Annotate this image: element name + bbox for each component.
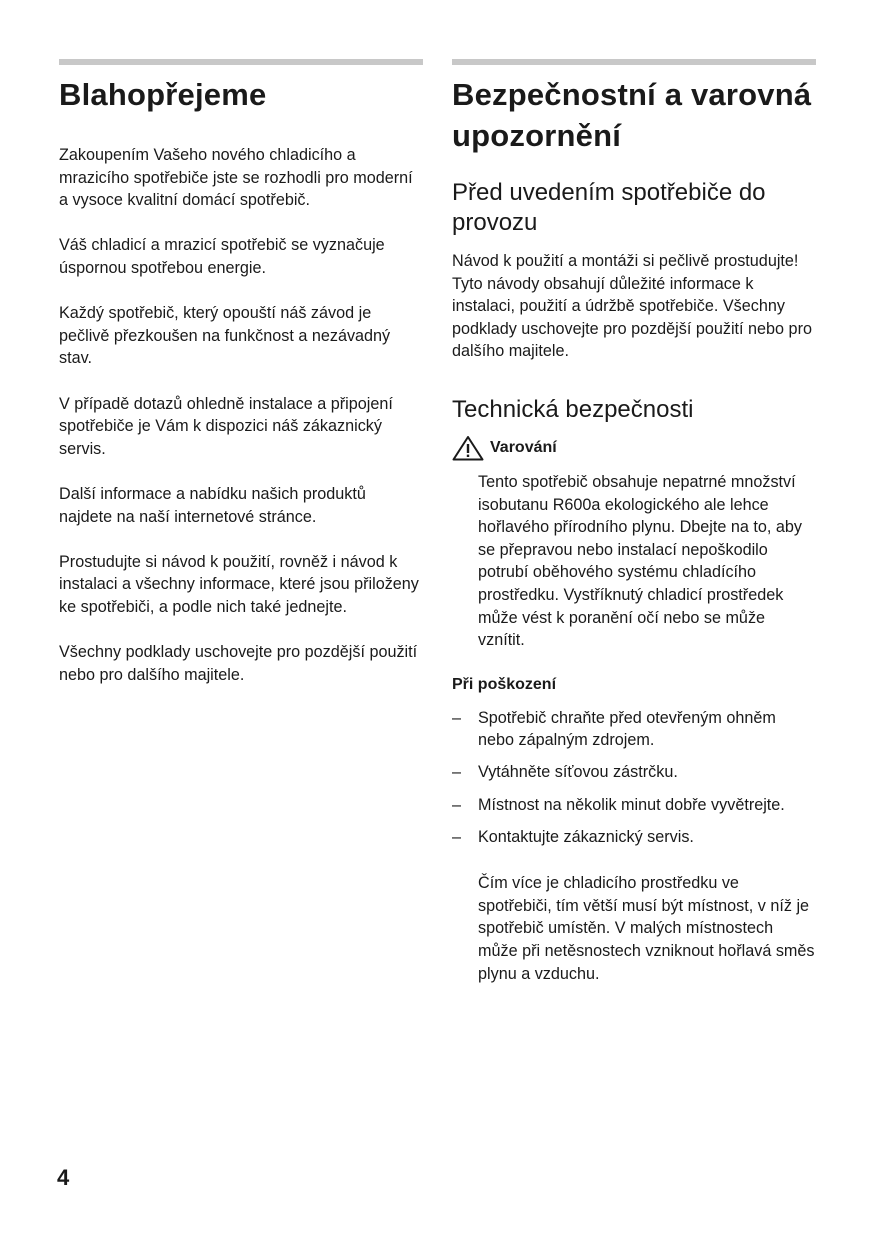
list-item-text: Místnost na několik minut dobře vyvětrejte. [478,795,785,814]
paragraph: Zakoupením Vašeho nového chladicího a mrazicího spotřebiče jste se rozhodli pro moderní a vysoce kvalitní domácí spotřebič. [59,146,413,210]
before-use-text: Návod k použití a montáži si pečlivě prostudujte! Tyto návody obsahují důležité informace k instalaci, použití a údržbě spotřebiče. Všechny podklady uschovejte pro pozdější použití nebo pro dalšího majitele. [452,252,812,361]
intro-paragraphs [59,144,423,686]
paragraph: Všechny podklady uschovejte pro pozdější použití nebo pro dalšího majitele. [59,643,418,684]
warning-triangle-icon [452,435,484,461]
paragraph: Váš chladicí a mrazicí spotřebič se vyznačuje úspornou spotřebou energie. [59,236,385,277]
list-item-text: Vytáhněte síťovou zástrčku. [478,763,678,782]
dash-marker: – [452,708,462,727]
warning-text: Tento spotřebič obsahuje nepatrné množství isobutanu R600a ekologického ale lehce hořlavého přírodního plynu. Dbejte na to, aby se přepravou nebo instalací nepoškodilo potrubí oběhového systému chladícího prostředku. Vystříknutý chladicí prostředek může vést k poranění očí nebo se může vznítit. [478,472,802,650]
section-rule [59,59,423,65]
right-column [452,59,816,985]
safety-heading: Bezpečnostní a varovná upozornění [452,77,812,153]
list-item [452,761,816,784]
before-use-heading: Před uvedením spotřebiče do provozu [452,179,766,236]
warning-label: Varování [490,438,557,456]
list-item-text: Kontaktujte zákaznický servis. [478,827,694,846]
congratulations-heading: Blahopřejeme [59,77,267,112]
list-item-text: Spotřebič chraňte před otevřeným ohněm nebo zápalným zdrojem. [478,708,776,750]
list-item [452,826,816,849]
paragraph: Další informace a nabídku našich produktů najdete na naší internetové stránce. [59,484,366,526]
left-column [59,59,423,709]
warning-header [452,435,816,461]
paragraph: Každý spotřebič, který opouští náš závod je pečlivě přezkoušen na funkčnost a nezávadný stav. [59,304,391,368]
page-number: 4 [57,1165,70,1190]
list-item [452,707,816,752]
paragraph: Prostudujte si návod k použití, rovněž i návod k instalaci a všechny informace, které jsou přiloženy ke spotřebiči, a podle nich také jednejte. [59,552,419,616]
dash-marker: – [452,795,462,814]
closing-text: Čím více je chladicího prostředku ve spotřebiči, tím větší musí být místnost, v níž je spotřebič umístěn. V malých místnostech může při netěsnostech vzniknout hořlavá směs plynu a vzduchu. [478,874,815,983]
dash-marker: – [452,827,462,846]
section-rule [452,59,816,65]
damage-heading: Při poškození [452,675,557,693]
damage-steps-list [452,707,816,848]
list-item [452,794,816,817]
dash-marker: – [452,763,462,782]
technical-safety-heading: Technická bezpečnosti [452,395,694,423]
paragraph: V případě dotazů ohledně instalace a připojení spotřebiče je Vám k dispozici náš zákaznický servis. [59,394,393,458]
